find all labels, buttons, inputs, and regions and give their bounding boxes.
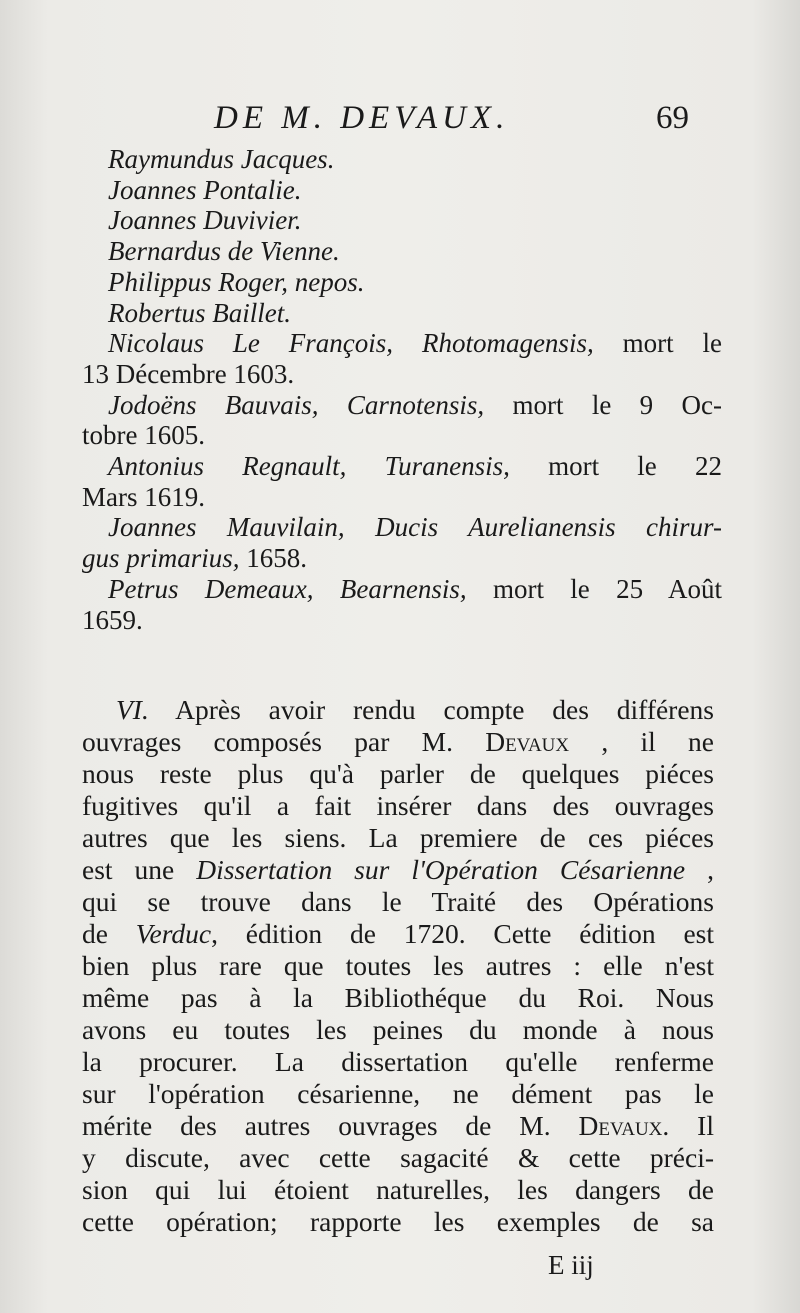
list-item: Antonius Regnault, Turanensis, mort le 22 bbox=[108, 451, 722, 482]
list-item-continuation: tobre 1605. bbox=[82, 420, 205, 451]
list-item: Joannes Mauvilain, Ducis Aurelianensis chirur- bbox=[108, 512, 722, 543]
text-line: autres que les siens. La premiere de ces piéces bbox=[82, 822, 714, 853]
text-line: la procurer. La dissertation qu'elle renferme bbox=[82, 1046, 714, 1077]
text-line: sur l'opération césarienne, ne dément pas le bbox=[82, 1078, 714, 1109]
text-line: sion qui lui étoient naturelles, les dangers de bbox=[82, 1174, 714, 1205]
list-item-continuation: gus primarius, 1658. bbox=[82, 543, 308, 574]
list-item: Bernardus de Vienne. bbox=[108, 236, 340, 267]
names-list bbox=[82, 144, 722, 635]
text-line: fugitives qu'il a fait insérer dans des ouvrages bbox=[82, 790, 714, 821]
list-item: Raymundus Jacques. bbox=[108, 144, 335, 174]
text-line: VI. Après avoir rendu compte des différens bbox=[116, 694, 714, 725]
text-line: ouvrages composés par M. Devaux , il ne bbox=[82, 726, 714, 757]
text-line: bien plus rare que toutes les autres : elle n'est bbox=[82, 950, 714, 981]
list-item-continuation: 1659. bbox=[82, 604, 143, 635]
paragraph-vi bbox=[82, 694, 714, 1238]
list-item: Jodoëns Bauvais, Carnotensis, mort le 9 Oc- bbox=[108, 389, 722, 420]
text-line: avons eu toutes les peines du monde à nous bbox=[82, 1014, 714, 1045]
list-item-continuation: Mars 1619. bbox=[82, 481, 205, 512]
page-number: 69 bbox=[656, 100, 689, 136]
list-item-continuation: 13 Décembre 1603. bbox=[82, 358, 295, 389]
list-item: Philippus Roger, nepos. bbox=[108, 266, 365, 297]
text-line: nous reste plus qu'à parler de quelques piéces bbox=[82, 758, 714, 789]
text-line: est une Dissertation sur l'Opération Césarienne , bbox=[82, 854, 714, 885]
list-item: Joannes Pontalie. bbox=[108, 174, 302, 205]
text-line: mérite des autres ouvrages de M. Devaux. Il bbox=[82, 1110, 714, 1141]
list-item: Robertus Baillet. bbox=[108, 297, 291, 328]
text-line: qui se trouve dans le Traité des Opérations bbox=[82, 886, 714, 917]
signature-mark: E iij bbox=[548, 1250, 594, 1280]
text-line: cette opération; rapporte les exemples de sa bbox=[82, 1206, 714, 1237]
text-line: même pas à la Bibliothéque du Roi. Nous bbox=[82, 982, 714, 1013]
list-item: Petrus Demeaux, Bearnensis, mort le 25 Août bbox=[108, 573, 722, 604]
text-line: y discute, avec cette sagacité & cette préci- bbox=[82, 1142, 714, 1173]
list-item: Nicolaus Le François, Rhotomagensis, mort le bbox=[108, 328, 722, 359]
text-line: de Verduc, édition de 1720. Cette édition est bbox=[82, 918, 714, 949]
list-item: Joannes Duvivier. bbox=[108, 205, 302, 236]
running-head bbox=[0, 100, 800, 150]
running-head-title: DE M. DEVAUX. bbox=[214, 100, 510, 136]
